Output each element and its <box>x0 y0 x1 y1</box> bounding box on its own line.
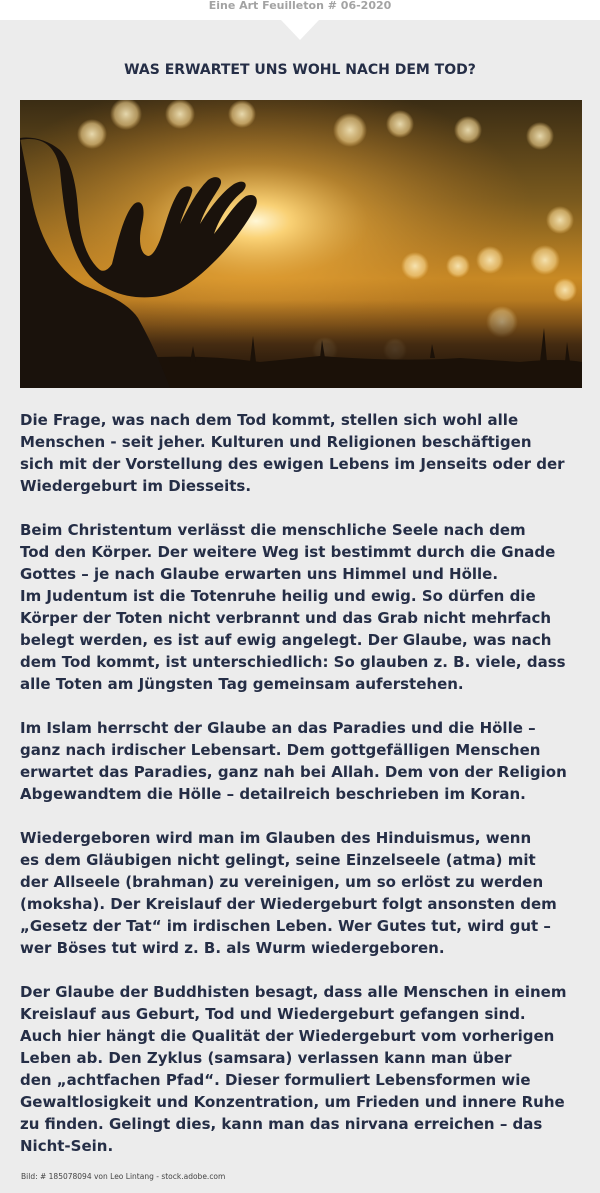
article-paragraph <box>20 519 582 695</box>
paragraph-line: zu finden. Gelingt dies, kann man das nirvana erreichen – das <box>20 1115 543 1133</box>
paragraph-line: Im Judentum ist die Totenruhe heilig und ewig. So dürfen die <box>20 587 536 605</box>
paragraph-line: erwartet das Paradies, ganz nah bei Allah. Dem von der Religion <box>20 763 567 781</box>
paragraph-line: es dem Gläubigen nicht gelingt, seine Einzelseele (atma) mit <box>20 851 536 869</box>
paragraph-line: ganz nach irdischer Lebensart. Dem gottgefälligen Menschen <box>20 741 541 759</box>
image-credit: Bild: # 185078094 von Leo Lintang - stock.adobe.com <box>21 1172 226 1181</box>
hero-image <box>20 100 582 388</box>
paragraph-line: Auch hier hängt die Qualität der Wiedergeburt vom vorherigen <box>20 1027 555 1045</box>
paragraph-line: Wiedergeboren wird man im Glauben des Hinduismus, wenn <box>20 829 532 847</box>
paragraph-line: Der Glaube der Buddhisten besagt, dass alle Menschen in einem <box>20 983 567 1001</box>
series-label: Eine Art Feuilleton # 06-2020 <box>208 0 392 12</box>
paragraph-line: Abgewandtem die Hölle – detailreich beschrieben im Koran. <box>20 785 526 803</box>
paragraph-line: der Allseele (brahman) zu vereinigen, um so erlöst zu werden <box>20 873 544 891</box>
paragraph-line: Nicht-Sein. <box>20 1137 114 1155</box>
article-paragraph <box>20 827 582 959</box>
paragraph-line: Körper der Toten nicht verbrannt und das Grab nicht mehrfach <box>20 609 552 627</box>
header-notch <box>281 20 319 40</box>
paragraph-line: Im Islam herrscht der Glaube an das Paradies und die Hölle – <box>20 719 536 737</box>
paragraph-line: Gewaltlosigkeit und Konzentration, um Frieden und innere Ruhe <box>20 1093 565 1111</box>
article-paragraph <box>20 717 582 805</box>
paragraph-line: (moksha). Der Kreislauf der Wiedergeburt folgt ansonsten dem <box>20 895 557 913</box>
paragraph-line: sich mit der Vorstellung des ewigen Lebens im Jenseits oder der <box>20 455 565 473</box>
paragraph-line: Tod den Körper. Der weitere Weg ist bestimmt durch die Gnade <box>20 543 556 561</box>
paragraph-line: alle Toten am Jüngsten Tag gemeinsam auferstehen. <box>20 675 464 693</box>
paragraph-line: Leben ab. Den Zyklus (samsara) verlassen kann man über <box>20 1049 512 1067</box>
page-title: WAS ERWARTET UNS WOHL NACH DEM TOD? <box>124 62 476 78</box>
paragraph-line: „Gesetz der Tat“ im irdischen Leben. Wer Gutes tut, wird gut – <box>20 917 551 935</box>
paragraph-line: wer Böses tut wird z. B. als Wurm wiedergeboren. <box>20 939 445 957</box>
paragraph-line: Kreislauf aus Geburt, Tod und Wiedergeburt gefangen sind. <box>20 1005 526 1023</box>
paragraph-line: Gottes – je nach Glaube erwarten uns Himmel und Hölle. <box>20 565 499 583</box>
paragraph-line: Beim Christentum verlässt die menschliche Seele nach dem <box>20 521 526 539</box>
paragraph-line: dem Tod kommt, ist unterschiedlich: So glauben z. B. viele, dass <box>20 653 566 671</box>
paragraph-line: belegt werden, es ist auf ewig angelegt. Der Glaube, was nach <box>20 631 552 649</box>
article-paragraph <box>20 409 582 497</box>
article-paragraph <box>20 981 582 1157</box>
paragraph-line: Die Frage, was nach dem Tod kommt, stellen sich wohl alle <box>20 411 519 429</box>
paragraph-line: den „achtfachen Pfad“. Dieser formuliert Lebensformen wie <box>20 1071 531 1089</box>
paragraph-line: Menschen - seit jeher. Kulturen und Religionen beschäftigen <box>20 433 532 451</box>
article-body <box>20 409 582 1157</box>
top-bar <box>0 0 600 20</box>
paragraph-line: Wiedergeburt im Diesseits. <box>20 477 252 495</box>
